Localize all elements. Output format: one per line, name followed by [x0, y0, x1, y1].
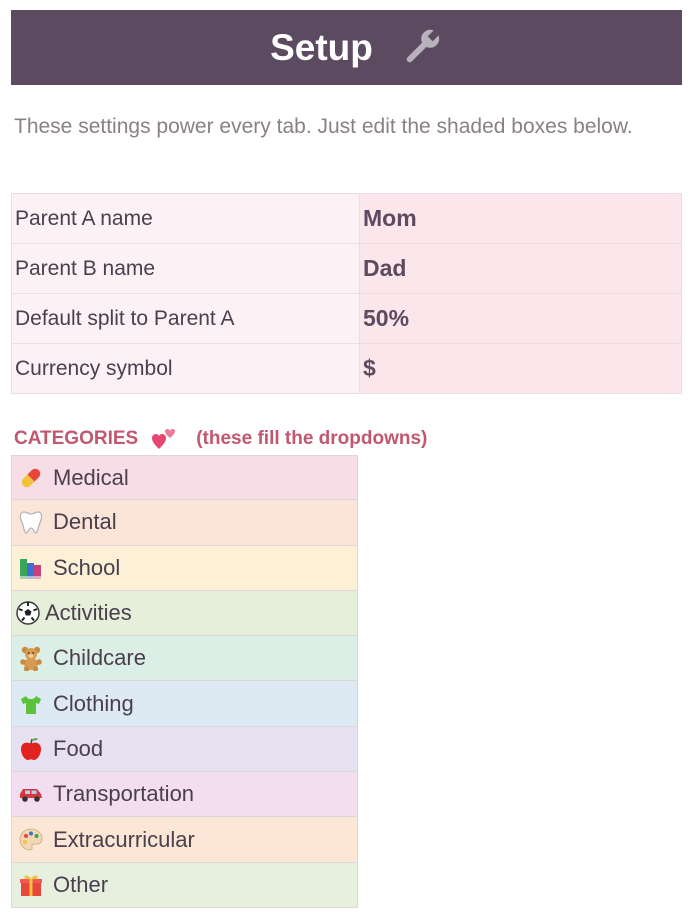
category-label: Activities — [45, 600, 132, 626]
category-label: Food — [53, 735, 104, 761]
category-label: Transportation — [53, 781, 195, 807]
parent-b-name-field[interactable]: Dad — [360, 244, 682, 294]
category-transportation[interactable] — [11, 772, 358, 817]
category-activities[interactable] — [11, 591, 358, 636]
page-title: Setup — [270, 26, 373, 68]
intro-text: These settings power every tab. Just edit the shaded boxes below. — [14, 115, 633, 138]
setting-label: Parent B name — [12, 244, 360, 294]
category-medical[interactable] — [11, 455, 358, 500]
setup-header — [11, 10, 682, 85]
setting-row-parent-b — [12, 244, 682, 294]
currency-symbol-field[interactable]: $ — [360, 344, 682, 394]
pill-icon — [18, 465, 44, 491]
teddy-bear-icon — [18, 645, 44, 671]
setting-label: Default split to Parent A — [12, 294, 360, 344]
setting-row-parent-a — [12, 194, 682, 244]
setting-label: Currency symbol — [12, 344, 360, 394]
category-clothing[interactable] — [11, 681, 358, 726]
settings-table — [11, 193, 682, 394]
apple-icon — [18, 736, 44, 762]
category-childcare[interactable] — [11, 636, 358, 681]
shirt-icon — [18, 691, 44, 717]
tooth-icon — [18, 509, 44, 535]
category-label: School — [53, 554, 121, 580]
palette-icon — [18, 827, 44, 853]
setting-label: Parent A name — [12, 194, 360, 244]
category-other[interactable] — [11, 863, 358, 908]
gift-icon — [18, 872, 44, 898]
category-extracurricular[interactable] — [11, 817, 358, 862]
books-icon — [18, 555, 44, 581]
wrench-icon — [399, 26, 443, 70]
setting-row-currency — [12, 344, 682, 394]
categories-note: (these fill the dropdowns) — [196, 428, 428, 449]
category-label: Extracurricular — [53, 826, 195, 852]
categories-heading — [14, 428, 427, 450]
soccer-ball-icon — [15, 600, 41, 626]
parent-a-name-field[interactable]: Mom — [360, 194, 682, 244]
category-label: Other — [53, 871, 109, 897]
two-hearts-icon — [152, 428, 176, 450]
setting-row-default-split — [12, 294, 682, 344]
category-label: Childcare — [53, 645, 146, 671]
categories-list — [11, 455, 358, 908]
category-school[interactable] — [11, 546, 358, 591]
category-label: Clothing — [53, 690, 134, 716]
car-icon — [18, 781, 44, 807]
category-dental[interactable] — [11, 500, 358, 545]
category-label: Medical — [53, 464, 129, 490]
category-food[interactable] — [11, 727, 358, 772]
default-split-field[interactable]: 50% — [360, 294, 682, 344]
category-label: Dental — [53, 509, 117, 535]
categories-title: CATEGORIES — [14, 428, 139, 449]
